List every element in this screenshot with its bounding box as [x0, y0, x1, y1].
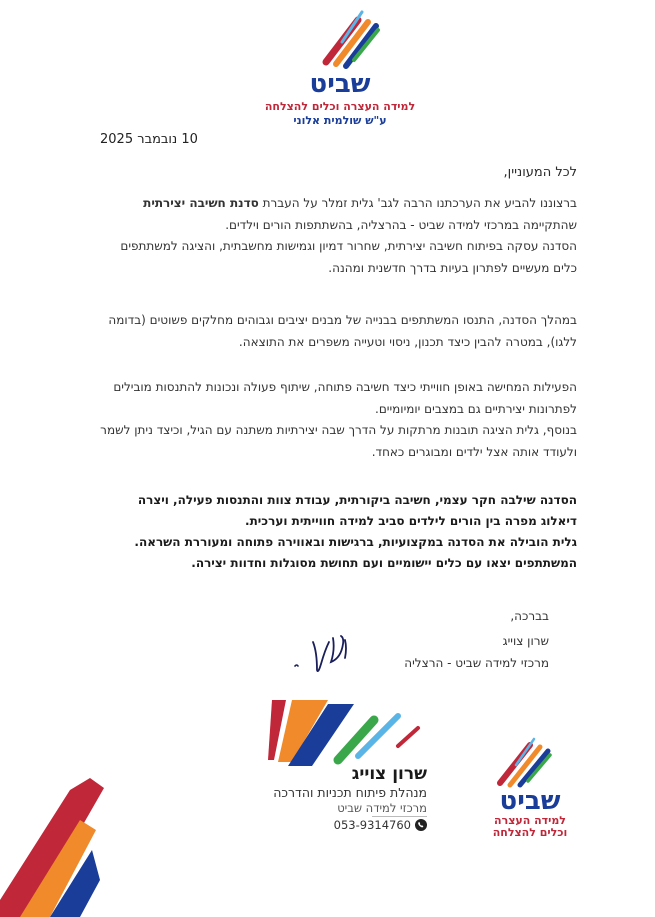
- paragraph-line: גלית הובילה את הסדנה במקצועיות, ברגישות ובאווירה פתוחה ומעוררת השראה.: [134, 535, 577, 549]
- letter-date: 10 נובמבר 2025: [100, 132, 198, 147]
- card-role: מנהלת פיתוח תכניות והדרכה: [273, 785, 427, 800]
- card-brand-name: שביט: [499, 786, 561, 816]
- card-tagline-2: וכלים להצלחה: [492, 826, 568, 839]
- paragraph-line: כלים מעשיים לפתרון בעיות בדרך חדשנית ומהנה.: [328, 260, 577, 275]
- paragraph-2: [57, 310, 577, 353]
- paragraph-line: שהתקיימה במרכזי למידה שביט - בהרצליה, בהשתתפות הורים וילדים.: [225, 217, 577, 232]
- phone-icon: [415, 819, 427, 831]
- brand-subline: ע"ש שולמית אלוני: [293, 114, 387, 127]
- card-name: שרון צוייג: [351, 764, 427, 784]
- brand-logo-stripes: [318, 6, 382, 70]
- paragraph-line: הסדנה עסקה בפיתוח חשיבה יצירתית, שחרור דמיון וגמישות מחשבתית, והציגה למשתתפים: [120, 239, 577, 253]
- workshop-title: סדנת חשיבה יצירתית: [143, 196, 259, 210]
- paragraph-line: הפעילות המחישה באופן חווייתי כיצד חשיבה פתוחה, שיתוף פעולה ונכונות להתנסות מובילים: [113, 380, 577, 394]
- paragraph-line: בנוסף, גלית הציגה תובנות מרתקות על הדרך שבה יצירתיות משתנה עם הגיל, וכיצד ניתן לשמר: [100, 423, 577, 437]
- paragraph-1: [57, 193, 577, 279]
- paragraph-line: ללגו), במטרה להבין כיצד תכנון, ניסוי וטעייה משפרים את התוצאה.: [238, 334, 577, 349]
- handwritten-signature: [285, 628, 365, 680]
- text-segment: ברצוננו להביע את הערכתנו הרבה לגב' גלית זמלר על העברת: [258, 196, 577, 210]
- paragraph-line: הסדנה שילבה חקר עצמי, חשיבה ביקורתית, עבודת צוות והתנסות פעילה, ויצרה: [137, 493, 577, 507]
- paragraph-line: המשתתפים יצאו עם כלים יישומיים ועם תחושת מסוגלות וחדוות יצירה.: [191, 556, 577, 570]
- card-org: מרכזי למידה שביט: [337, 801, 427, 815]
- card-logo-stripes: [494, 733, 554, 788]
- paragraph-line: לפתרונות יצירתיים גם במצבים יומיומיים.: [375, 401, 577, 416]
- paragraph-line: [57, 193, 577, 215]
- paragraph-3: [57, 377, 577, 463]
- letter-closing: בברכה,: [510, 609, 549, 623]
- card-stripes: [268, 700, 428, 770]
- letter-greeting: לכל המעוניין,: [503, 165, 577, 180]
- signer-org: מרכזי למידה שביט - הרצליה: [404, 656, 549, 670]
- corner-decoration-stripes: [0, 770, 110, 917]
- signer-name: שרון צוייג: [502, 634, 549, 648]
- card-phone-row: [334, 818, 427, 832]
- brand-name: שביט: [309, 69, 371, 99]
- paragraph-line: דיאלוג מפרה בין הורים לילדים סביב למידה חווייתית וערכית.: [245, 514, 577, 528]
- paragraph-4-summary: [57, 490, 577, 574]
- card-tagline-1: למידה העצרה: [494, 814, 566, 827]
- paragraph-line: במהלך הסדנה, התנסו המשתתפים בבנייה של מבנים יציבים וגבוהים מחלקים פשוטים (בדומה: [108, 313, 577, 327]
- brand-tagline: למידה העצרה וכלים להצלחה: [264, 100, 416, 113]
- card-divider: [372, 816, 427, 817]
- paragraph-line: ולעודד אותה אצל ילדים ומבוגרים כאחד.: [371, 444, 577, 459]
- card-phone-number[interactable]: 053-9314760: [333, 818, 411, 832]
